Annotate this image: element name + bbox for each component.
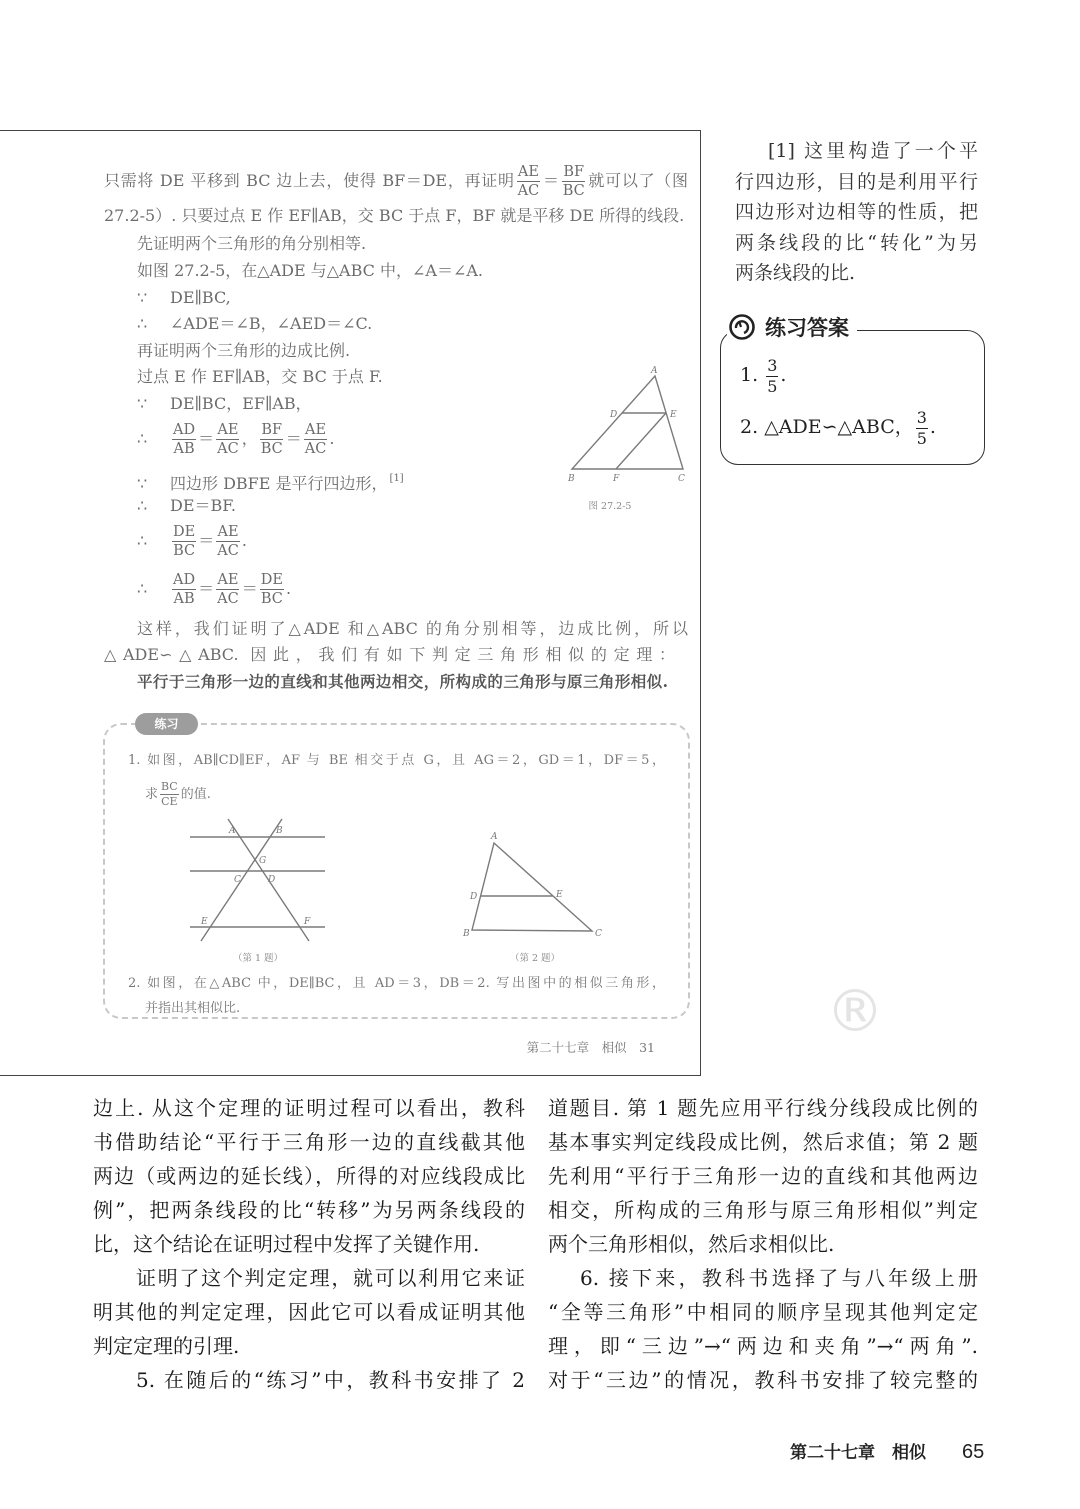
body-column-left — [93, 1091, 525, 1397]
textbook-page-excerpt — [0, 130, 701, 1076]
fraction — [160, 781, 179, 808]
proof-text: 就可以了（图 — [587, 171, 688, 190]
exercise-1-line-1: 1. 如图，AB∥CD∥EF，AF 与 BE 相交于点 G，且 AG＝2，GD＝1，DF＝5， — [128, 753, 665, 768]
equals-sign: ＝ — [285, 429, 302, 448]
body-line: 道题目. 第 1 题先应用平行线分线段成比例的 — [548, 1096, 978, 1120]
page-footer — [790, 1438, 984, 1466]
fraction — [562, 164, 586, 199]
numerator: AD — [173, 572, 196, 588]
numerator: 3 — [767, 355, 778, 375]
numerator: AE — [305, 422, 327, 438]
label-b: B — [463, 929, 470, 939]
fraction — [172, 524, 196, 559]
denominator: AC — [304, 441, 327, 457]
body-line: 先利用“平行于三角形一边的直线和其他两边 — [548, 1164, 978, 1188]
label-d: D — [470, 892, 478, 902]
answer-1 — [740, 355, 786, 395]
side-note-line: 两条线段的比“转化”为另 — [735, 231, 978, 254]
denominator: AC — [517, 183, 540, 199]
exercise-text: 的值. — [180, 787, 211, 802]
exercise-2-line-1: 2. 如图，在△ABC 中，DE∥BC，且 AD＝3，DB＝2. 写出图中的相似三角形， — [128, 976, 665, 991]
numerator: AD — [173, 422, 196, 438]
label-b: B — [568, 474, 575, 484]
period: . — [329, 429, 335, 448]
therefore-symbol: ∴ — [137, 429, 148, 448]
exercise-answers-icon — [727, 312, 757, 342]
fraction — [766, 357, 778, 396]
proof-line-1 — [104, 161, 688, 201]
numerator: BF — [563, 164, 585, 180]
proof-text: 四边形 DBFE 是平行四边形， — [170, 474, 388, 493]
label-g: G — [259, 856, 267, 866]
equals-sign: ＝ — [241, 579, 258, 598]
answer-text: △ADE∽△ABC， — [764, 416, 914, 438]
note-text: 这里构造了一个平 — [804, 140, 978, 162]
body-line: 5. 在随后的“练习”中，教科书安排了 2 — [136, 1368, 525, 1392]
because-symbol: ∵ — [137, 474, 148, 493]
numerator: DE — [260, 572, 283, 588]
denominator: AC — [217, 543, 239, 559]
segment-ef — [616, 413, 666, 469]
numerator: AE — [217, 572, 239, 588]
numerator: AE — [517, 164, 539, 180]
proof-line-2: 27.2-5）. 只要过点 E 作 EF∥AB，交 BC 于点 F，BF 就是平移 DE 所得的线段. — [104, 206, 685, 225]
label-f: F — [613, 474, 620, 484]
side-note-line: 四边形对边相等的性质，把 — [735, 201, 978, 223]
body-line: 例”，把两条线段的比“转移”为另两条线段的 — [93, 1198, 525, 1222]
period: . — [241, 531, 247, 550]
label-f: F — [304, 917, 311, 927]
body-line: 两个三角形相似，然后求相似比. — [548, 1232, 835, 1256]
label-c: C — [234, 875, 241, 885]
side-note — [735, 136, 978, 289]
triangle-abc — [572, 376, 683, 469]
therefore-symbol: ∴ — [137, 579, 148, 598]
equals-sign: ＝ — [198, 531, 215, 550]
proof-text: DE∥BC，EF∥AB， — [170, 394, 312, 413]
numerator: AE — [217, 422, 239, 438]
because-symbol: ∵ — [137, 288, 148, 307]
therefore-symbol: ∴ — [137, 496, 148, 515]
exercise-2-line-2: 并指出其相似比. — [145, 1001, 241, 1016]
body-line: 两边（或两边的延长线），所得的对应线段成比 — [93, 1164, 525, 1188]
body-line: 书借助结论“平行于三角形一边的直线截其他 — [93, 1130, 525, 1154]
body-column-right — [548, 1091, 978, 1397]
answer-number: 1. — [740, 364, 759, 386]
label-d: D — [610, 410, 618, 420]
label-a: A — [491, 832, 498, 842]
proof-text: DE∥BC, — [170, 288, 231, 307]
answers-title: 练习答案 — [765, 316, 849, 340]
fraction — [260, 572, 284, 607]
answer-number: 2. — [740, 416, 759, 438]
separator: ， — [241, 429, 258, 448]
therefore-symbol: ∴ — [137, 531, 148, 550]
fraction — [172, 422, 196, 457]
registered-watermark: ® — [826, 977, 884, 1045]
because-symbol: ∵ — [137, 394, 148, 413]
proof-line-12 — [137, 496, 236, 516]
numerator: AE — [217, 524, 239, 540]
label-e: E — [670, 410, 677, 420]
fraction — [916, 409, 928, 448]
equals-sign: ＝ — [198, 579, 215, 598]
body-line: 理，即“三边”→“两边和夹角”→“两角”. — [548, 1334, 978, 1358]
exercise-tag: 练习 — [135, 713, 198, 735]
denominator: 5 — [767, 376, 778, 396]
label-c: C — [678, 474, 685, 484]
exercise-2-figure — [455, 826, 610, 946]
period: . — [780, 364, 787, 386]
label-c: C — [595, 929, 602, 939]
label-e: E — [201, 917, 208, 927]
side-note-line — [735, 136, 978, 167]
denominator: BC — [260, 441, 283, 457]
label-e: E — [556, 890, 563, 900]
proof-line-7: 再证明两个三角形的边成比例. — [137, 341, 351, 360]
answers-header — [727, 310, 857, 344]
proof-line-8: 过点 E 作 EF∥AB，交 BC 于点 F. — [137, 367, 383, 386]
label-a: A — [229, 826, 236, 836]
fraction — [304, 422, 328, 457]
denominator: BC — [260, 591, 283, 607]
triangle-abc — [472, 843, 592, 931]
denominator: AC — [217, 441, 239, 457]
note-marker: [1] — [389, 473, 404, 484]
equals-sign: ＝ — [542, 171, 560, 190]
period: . — [285, 579, 292, 598]
side-note-line: 行四边形，目的是利用平行 — [735, 170, 978, 193]
proof-text: 只需将 DE 平移到 BC 边上去，使得 BF＝DE，再证明 — [104, 171, 515, 190]
body-line: 证明了这个判定定理，就可以利用它来证 — [136, 1266, 525, 1290]
exercise-1-figure — [180, 811, 340, 961]
body-line: 比，这个结论在证明过程中发挥了关键作用. — [93, 1232, 480, 1256]
therefore-symbol: ∴ — [137, 314, 148, 333]
fraction — [517, 164, 541, 199]
body-line: 判定定理的引理. — [93, 1334, 240, 1358]
denominator: AC — [217, 591, 239, 607]
answer-2 — [740, 407, 936, 447]
label-b: B — [276, 826, 283, 836]
proof-line-13 — [137, 521, 247, 561]
proof-line-3: 先证明两个三角形的角分别相等. — [137, 234, 367, 253]
exercise-1-caption: （第 1 题） — [232, 953, 284, 964]
proof-line-15: 这样，我们证明了△ADE 和△ABC 的角分别相等，边成比例，所以 — [137, 619, 688, 638]
proof-line-10 — [137, 419, 334, 459]
numerator: BF — [261, 422, 283, 438]
fraction — [216, 422, 240, 457]
denominator: AB — [173, 441, 195, 457]
numerator: 3 — [916, 407, 927, 427]
equals-sign: ＝ — [198, 429, 215, 448]
body-line: 基本事实判定线段成比例，然后求值；第 2 题 — [548, 1130, 978, 1154]
figure-27-2-5 — [560, 356, 695, 521]
proof-line-6 — [137, 314, 372, 334]
numerator: DE — [173, 524, 196, 540]
denominator: AB — [173, 591, 195, 607]
chapter-title: 第二十七章 相似 — [790, 1443, 926, 1463]
note-marker: [1] — [768, 140, 795, 162]
denominator: BC — [173, 543, 196, 559]
body-line: 边上. 从这个定理的证明过程可以看出，教科 — [93, 1096, 525, 1120]
theorem-statement: 平行于三角形一边的直线和其他两边相交，所构成的三角形与原三角形相似. — [137, 672, 668, 691]
exercise-2-caption: （第 2 题） — [509, 953, 561, 964]
proof-line-16: △ADE∽△ABC. 因此，我们有如下判定三角形相似的定理： — [104, 645, 675, 664]
period: . — [929, 416, 936, 438]
textbook-page-footer: 第二十七章 相似 31 — [526, 1040, 655, 1055]
label-a: A — [651, 366, 658, 376]
fraction — [260, 422, 284, 457]
exercise-text: 求 — [145, 787, 159, 802]
body-line: 明其他的判定定理，因此它可以看成证明其他 — [93, 1300, 525, 1324]
denominator: BC — [562, 183, 585, 199]
exercise-1-line-2 — [145, 781, 211, 807]
fraction — [216, 572, 240, 607]
figure-caption: 图 27.2-5 — [588, 501, 632, 512]
fraction — [216, 524, 240, 559]
body-line: “全等三角形”中相同的顺序呈现其他判定定 — [548, 1300, 978, 1324]
proof-text: DE＝BF. — [170, 496, 236, 515]
page-number: 65 — [962, 1441, 985, 1463]
proof-text: ∠ADE＝∠B，∠AED＝∠C. — [170, 314, 373, 333]
body-line: 相交，所构成的三角形与原三角形相似”判定 — [548, 1198, 978, 1222]
fraction — [172, 572, 196, 607]
denominator: CE — [161, 795, 178, 808]
proof-line-4: 如图 27.2-5，在△ADE 与△ABC 中，∠A＝∠A. — [137, 261, 484, 280]
denominator: 5 — [916, 428, 927, 448]
body-line: 对于“三边”的情况，教科书安排了较完整的 — [548, 1368, 978, 1392]
body-line: 6. 接下来，教科书选择了与八年级上册 — [580, 1266, 978, 1290]
side-note-line: 两条线段的比. — [735, 262, 856, 284]
proof-line-9 — [137, 394, 312, 414]
label-d: D — [268, 875, 276, 885]
proof-line-5 — [137, 288, 231, 308]
proof-line-14 — [137, 569, 291, 609]
proof-line-11 — [137, 469, 404, 494]
numerator: BC — [161, 780, 178, 793]
